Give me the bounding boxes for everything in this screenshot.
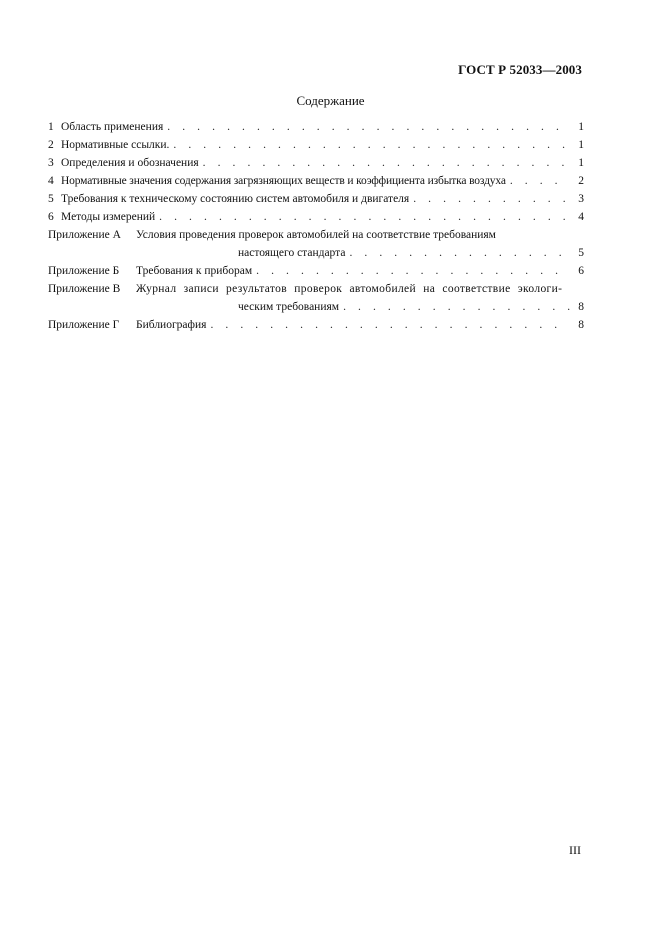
toc-entry-title: Нормативные ссылки. [61,139,170,151]
dot-leader [210,316,570,334]
toc-entry-page: 1 [578,139,584,151]
toc-entry-section-4[interactable] [48,172,584,190]
toc-entry-title: Условия проведения проверок автомобилей на соответствие требованиям [136,229,496,241]
toc-entry-title: Журнал записи результатов проверок автомобилей на соответствие экологи- [136,283,563,295]
toc-entry-page: 1 [578,157,584,169]
dot-leader [203,154,570,172]
document-code: ГОСТ Р 52033—2003 [458,62,582,77]
dot-leader [413,190,570,208]
toc-entry-page: 5 [578,247,584,259]
toc-entry-title: Определения и обозначения [61,157,199,169]
dot-leader [173,136,570,154]
toc-entry-title: Требования к техническому состоянию систем автомобиля и двигателя [61,193,410,205]
toc-entry-page: 4 [578,211,584,223]
toc-entry-section-1[interactable] [48,118,584,136]
toc-entry-section-6[interactable] [48,208,584,226]
toc-entry-annex-v[interactable] [48,280,584,316]
table-of-contents [48,118,584,334]
dot-leader [510,172,570,190]
toc-entry-title: Библиография [136,319,207,331]
dot-leader [159,208,570,226]
annex-label: Приложение Б [48,265,120,277]
toc-entry-title: Требования к приборам [136,265,253,277]
annex-label: Приложение В [48,283,121,295]
toc-entry-page: 8 [578,319,584,331]
toc-entry-title: Методы измерений [61,211,156,223]
annex-label: Приложение А [48,229,121,241]
toc-entry-number: 6 [48,211,54,223]
annex-label: Приложение Г [48,319,120,331]
dot-leader [256,262,570,280]
toc-entry-title: Нормативные значения содержания загрязняющих веществ и коэффициента избытка воздуха [61,175,506,187]
toc-entry-annex-g[interactable] [48,316,584,334]
toc-entry-title-continued: настоящего стандарта [238,247,346,259]
toc-entry-number: 2 [48,139,54,151]
toc-entry-number: 3 [48,157,54,169]
toc-entry-section-3[interactable] [48,154,584,172]
toc-entry-page: 2 [578,175,584,187]
dot-leader [343,298,570,316]
toc-title: Содержание [296,93,365,108]
page-number: III [569,843,581,857]
toc-entry-title: Область применения [61,121,164,133]
toc-entry-number: 5 [48,193,54,205]
toc-entry-section-2[interactable] [48,136,584,154]
toc-entry-number: 4 [48,175,54,187]
toc-entry-number: 1 [48,121,54,133]
toc-entry-title-continued: ческим требованиям [238,301,340,313]
toc-entry-page: 3 [578,193,584,205]
dot-leader [167,118,570,136]
dot-leader [349,244,570,262]
toc-entry-page: 1 [578,121,584,133]
toc-entry-page: 6 [578,265,584,277]
toc-entry-section-5[interactable] [48,190,584,208]
toc-entry-annex-b[interactable] [48,262,584,280]
toc-entry-page: 8 [578,301,584,313]
toc-entry-annex-a[interactable] [48,226,584,262]
